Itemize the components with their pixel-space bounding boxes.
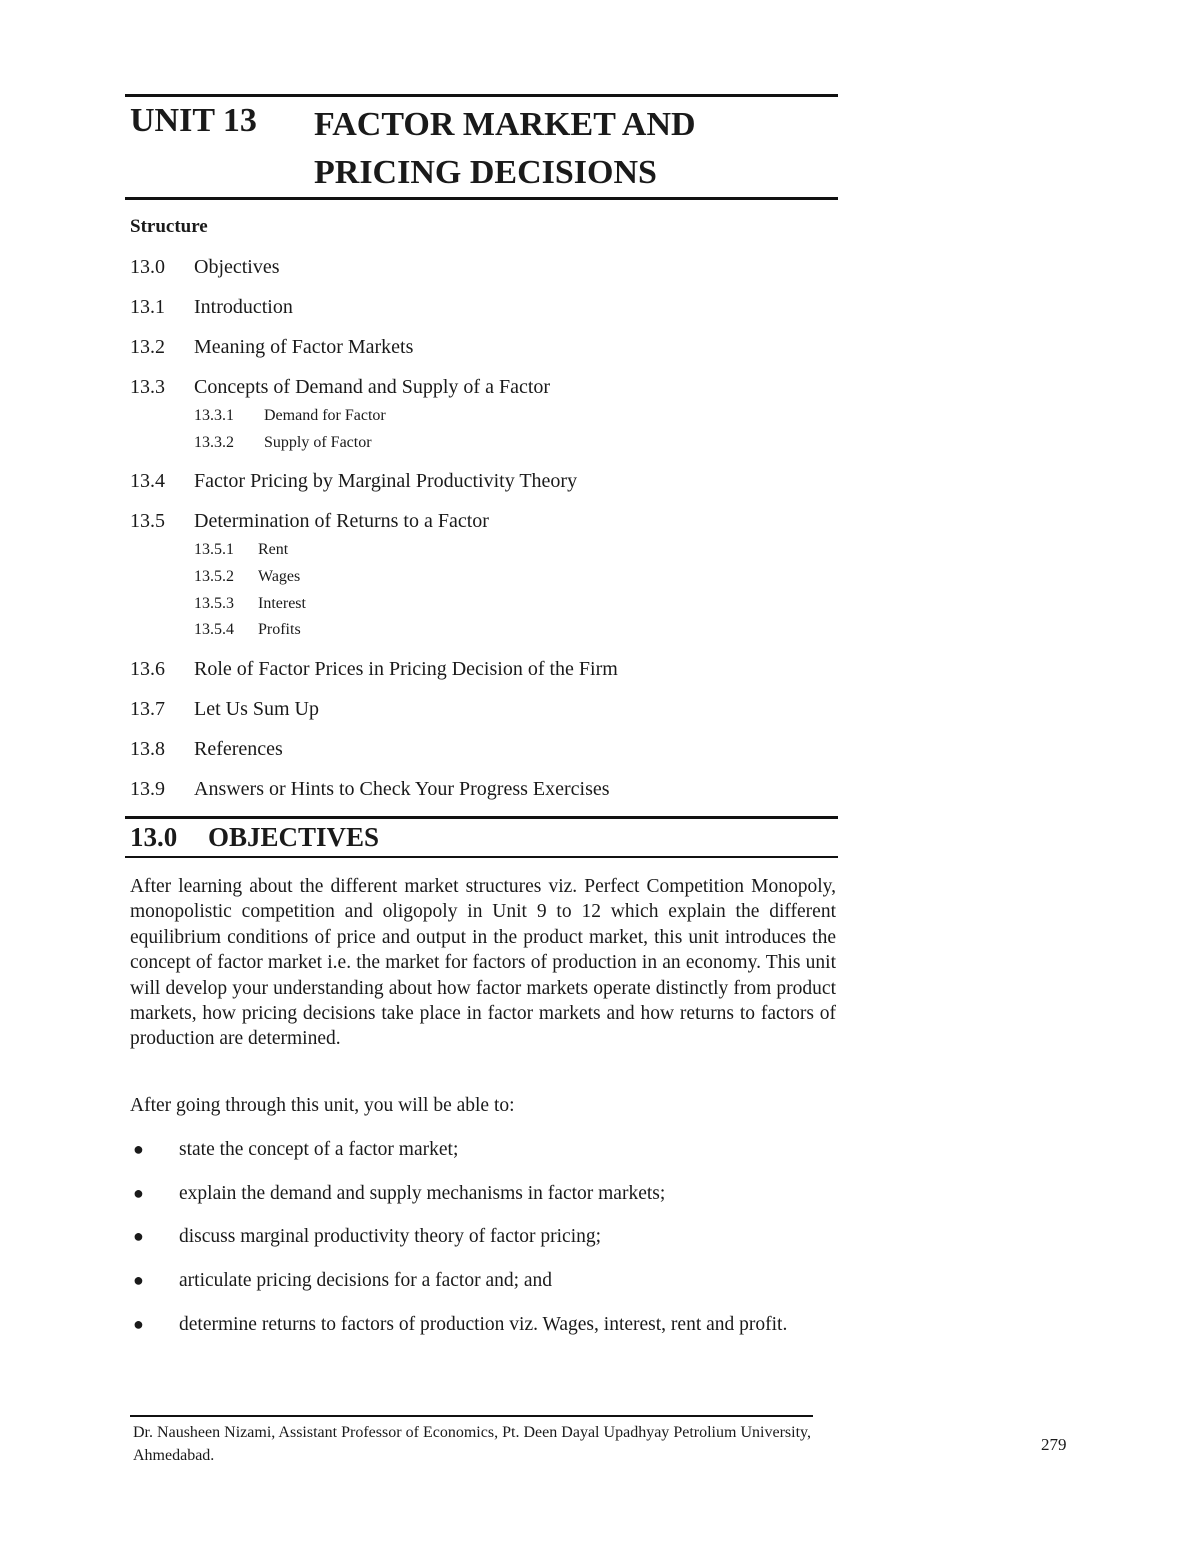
toc-item-13-1: [130, 295, 293, 319]
objective-bullet-item: [130, 1268, 836, 1293]
toc-subitem-13-5-4: [194, 620, 301, 640]
toc-item-13-3: [130, 375, 550, 399]
toc-item-13-8: [130, 737, 283, 761]
toc-sublabel: Demand for Factor: [264, 407, 386, 424]
unit-title-line-2: PRICING DECISIONS: [314, 154, 657, 191]
unit-title-line-1: FACTOR MARKET AND: [314, 106, 696, 143]
toc-label: Answers or Hints to Check Your Progress Exercises: [194, 778, 610, 800]
objective-bullet-item: [130, 1312, 836, 1337]
structure-heading: Structure: [130, 216, 208, 237]
bullet-icon: ●: [133, 1139, 144, 1159]
section-top-rule: [125, 816, 838, 819]
section-number: 13.0: [130, 822, 178, 852]
toc-number: 13.6: [130, 658, 165, 680]
bullet-text: discuss marginal productivity theory of factor pricing;: [179, 1226, 602, 1247]
toc-subitem-13-5-1: [194, 540, 288, 560]
bullet-icon: ●: [133, 1183, 144, 1203]
objective-bullet-item: [130, 1137, 836, 1162]
toc-label: References: [194, 738, 283, 760]
toc-label: Concepts of Demand and Supply of a Factor: [194, 376, 551, 398]
unit-number: UNIT 13: [130, 102, 257, 139]
toc-number: 13.4: [130, 470, 165, 492]
toc-item-13-2: [130, 335, 413, 359]
toc-subitem-13-3-2: [194, 433, 372, 453]
toc-label: Determination of Returns to a Factor: [194, 510, 489, 532]
objective-bullet-item: [130, 1181, 836, 1206]
toc-label: Factor Pricing by Marginal Productivity Theory: [194, 470, 578, 492]
page-number: 279: [1041, 1435, 1067, 1454]
toc-number: 13.3: [130, 376, 165, 398]
toc-label: Role of Factor Prices in Pricing Decision of the Firm: [194, 658, 618, 680]
objectives-lead-in: After going through this unit, you will be able to:: [130, 1095, 515, 1116]
author-footnote: Dr. Nausheen Nizami, Assistant Professor of Economics, Pt. Deen Dayal Upadhyay Petrolium University, Ahmedabad.: [133, 1424, 811, 1464]
toc-sublabel: Profits: [258, 621, 301, 638]
toc-number: 13.2: [130, 336, 165, 358]
footer-rule: [130, 1415, 813, 1417]
section-title: OBJECTIVES: [208, 822, 380, 852]
toc-number: 13.9: [130, 778, 165, 800]
objective-bullet-item: [130, 1224, 836, 1249]
toc-item-13-0: [130, 255, 280, 279]
toc-item-13-6: [130, 657, 618, 681]
objectives-heading: [130, 820, 379, 854]
toc-item-13-5: [130, 509, 489, 533]
toc-subnumber: 13.5.1: [194, 541, 234, 558]
toc-subitem-13-3-1: [194, 406, 386, 426]
bullet-icon: ●: [133, 1226, 144, 1246]
toc-subnumber: 13.5.4: [194, 621, 234, 638]
objectives-paragraph: After learning about the different market structures viz. Perfect Competition Monopoly, monopolistic competition and oligopoly in Unit 9 to 12 which explain the different equilibrium conditions of price and output in the product market, this unit introduces the concept of factor market i.e. the market for factors of production in an economy. This unit will develop your understanding about how factor markets operate distinctly from product markets, how pricing decisions take place in factor markets and how returns to factors of production are determined.: [130, 876, 836, 1050]
toc-label: Objectives: [194, 256, 280, 278]
toc-number: 13.7: [130, 698, 165, 720]
bullet-icon: ●: [133, 1270, 144, 1290]
toc-item-13-4: [130, 469, 577, 493]
title-bottom-rule: [125, 197, 838, 200]
toc-subnumber: 13.3.1: [194, 407, 234, 424]
unit-title: [314, 101, 696, 197]
toc-subnumber: 13.3.2: [194, 434, 234, 451]
bullet-text: explain the demand and supply mechanisms in factor markets;: [179, 1183, 666, 1204]
toc-sublabel: Interest: [258, 595, 306, 612]
bullet-text: determine returns to factors of production viz. Wages, interest, rent and profit.: [179, 1314, 788, 1335]
toc-subnumber: 13.5.2: [194, 568, 234, 585]
toc-subitem-13-5-3: [194, 594, 306, 614]
bullet-text: state the concept of a factor market;: [179, 1139, 459, 1160]
toc-subnumber: 13.5.3: [194, 595, 234, 612]
toc-item-13-7: [130, 697, 319, 721]
toc-label: Let Us Sum Up: [194, 698, 319, 720]
bullet-text: articulate pricing decisions for a factor and; and: [179, 1270, 553, 1291]
toc-sublabel: Wages: [258, 568, 301, 585]
toc-label: Meaning of Factor Markets: [194, 336, 414, 358]
toc-item-13-9: [130, 777, 610, 801]
toc-label: Introduction: [194, 296, 293, 318]
title-top-rule: [125, 94, 838, 97]
toc-sublabel: Rent: [258, 541, 289, 558]
toc-number: 13.8: [130, 738, 165, 760]
toc-number: 13.1: [130, 296, 165, 318]
toc-number: 13.5: [130, 510, 165, 532]
toc-number: 13.0: [130, 256, 165, 278]
section-bottom-rule: [125, 856, 838, 858]
toc-sublabel: Supply of Factor: [264, 434, 372, 451]
bullet-icon: ●: [133, 1314, 144, 1334]
toc-subitem-13-5-2: [194, 567, 300, 587]
